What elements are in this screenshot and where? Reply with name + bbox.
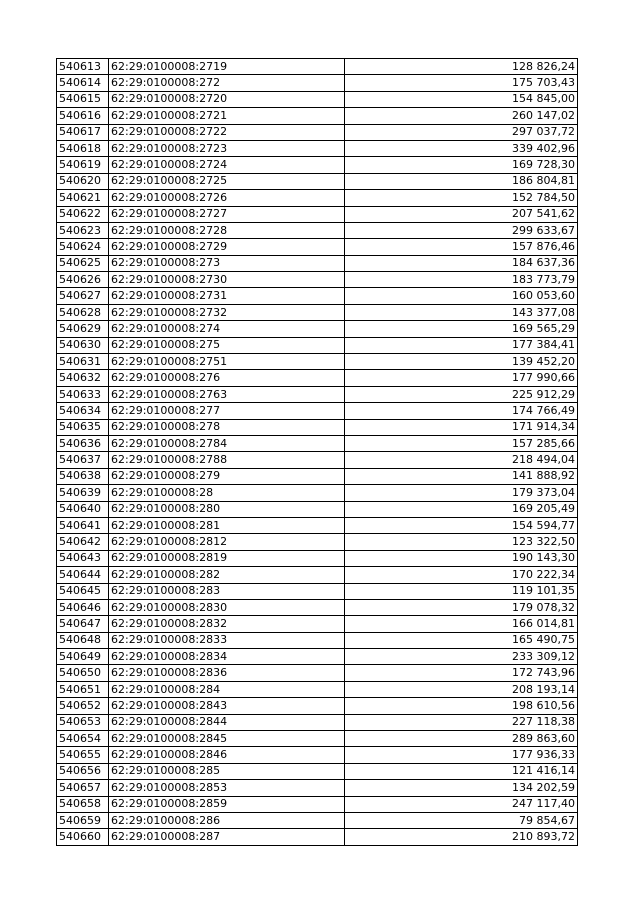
row-number-cell: 540621 bbox=[57, 190, 109, 206]
table-row bbox=[57, 403, 578, 419]
row-number-cell: 540625 bbox=[57, 255, 109, 271]
row-number-cell: 540645 bbox=[57, 583, 109, 599]
table-row bbox=[57, 337, 578, 353]
table-row bbox=[57, 796, 578, 812]
row-number-cell: 540631 bbox=[57, 354, 109, 370]
table-row bbox=[57, 354, 578, 370]
row-number-cell: 540619 bbox=[57, 157, 109, 173]
table-row bbox=[57, 370, 578, 386]
cadastral-number-cell: 62:29:0100008:2732 bbox=[109, 304, 345, 320]
cadastral-value-cell: 154 594,77 bbox=[345, 517, 578, 533]
row-number-cell: 540651 bbox=[57, 681, 109, 697]
row-number-cell: 540623 bbox=[57, 222, 109, 238]
table-row bbox=[57, 419, 578, 435]
row-number-cell: 540627 bbox=[57, 288, 109, 304]
table-row bbox=[57, 681, 578, 697]
table-row bbox=[57, 452, 578, 468]
cadastral-value-cell: 210 893,72 bbox=[345, 829, 578, 845]
table-row bbox=[57, 780, 578, 796]
cadastral-value-cell: 166 014,81 bbox=[345, 616, 578, 632]
table-row bbox=[57, 567, 578, 583]
table-row bbox=[57, 599, 578, 615]
row-number-cell: 540657 bbox=[57, 780, 109, 796]
cadastral-number-cell: 62:29:0100008:274 bbox=[109, 321, 345, 337]
cadastral-value-cell: 233 309,12 bbox=[345, 649, 578, 665]
table-row bbox=[57, 173, 578, 189]
cadastral-number-cell: 62:29:0100008:2726 bbox=[109, 190, 345, 206]
table-body bbox=[57, 59, 578, 846]
table-row bbox=[57, 140, 578, 156]
row-number-cell: 540649 bbox=[57, 649, 109, 665]
cadastral-number-cell: 62:29:0100008:2830 bbox=[109, 599, 345, 615]
row-number-cell: 540637 bbox=[57, 452, 109, 468]
table-row bbox=[57, 468, 578, 484]
cadastral-value-cell: 177 990,66 bbox=[345, 370, 578, 386]
row-number-cell: 540624 bbox=[57, 239, 109, 255]
row-number-cell: 540655 bbox=[57, 747, 109, 763]
table-row bbox=[57, 206, 578, 222]
cadastral-number-cell: 62:29:0100008:2788 bbox=[109, 452, 345, 468]
cadastral-number-cell: 62:29:0100008:2784 bbox=[109, 435, 345, 451]
cadastral-number-cell: 62:29:0100008:287 bbox=[109, 829, 345, 845]
cadastral-number-cell: 62:29:0100008:281 bbox=[109, 517, 345, 533]
row-number-cell: 540616 bbox=[57, 108, 109, 124]
row-number-cell: 540633 bbox=[57, 386, 109, 402]
table-row bbox=[57, 829, 578, 845]
table-row bbox=[57, 124, 578, 140]
cadastral-value-cell: 177 384,41 bbox=[345, 337, 578, 353]
cadastral-value-cell: 186 804,81 bbox=[345, 173, 578, 189]
table-row bbox=[57, 386, 578, 402]
cadastral-number-cell: 62:29:0100008:2819 bbox=[109, 550, 345, 566]
cadastral-value-cell: 143 377,08 bbox=[345, 304, 578, 320]
cadastral-value-cell: 141 888,92 bbox=[345, 468, 578, 484]
cadastral-number-cell: 62:29:0100008:2731 bbox=[109, 288, 345, 304]
cadastral-value-cell: 184 637,36 bbox=[345, 255, 578, 271]
row-number-cell: 540642 bbox=[57, 534, 109, 550]
cadastral-number-cell: 62:29:0100008:284 bbox=[109, 681, 345, 697]
table-row bbox=[57, 747, 578, 763]
table-row bbox=[57, 698, 578, 714]
table-row bbox=[57, 632, 578, 648]
cadastral-number-cell: 62:29:0100008:2720 bbox=[109, 91, 345, 107]
row-number-cell: 540620 bbox=[57, 173, 109, 189]
row-number-cell: 540622 bbox=[57, 206, 109, 222]
cadastral-value-cell: 128 826,24 bbox=[345, 59, 578, 75]
row-number-cell: 540634 bbox=[57, 403, 109, 419]
table-row bbox=[57, 616, 578, 632]
cadastral-number-cell: 62:29:0100008:2730 bbox=[109, 272, 345, 288]
table-row bbox=[57, 583, 578, 599]
cadastral-number-cell: 62:29:0100008:282 bbox=[109, 567, 345, 583]
cadastral-value-cell: 169 728,30 bbox=[345, 157, 578, 173]
cadastral-number-cell: 62:29:0100008:2724 bbox=[109, 157, 345, 173]
cadastral-value-cell: 157 285,66 bbox=[345, 435, 578, 451]
table-row bbox=[57, 321, 578, 337]
table-row bbox=[57, 304, 578, 320]
cadastral-value-cell: 183 773,79 bbox=[345, 272, 578, 288]
table-row bbox=[57, 731, 578, 747]
table-row bbox=[57, 108, 578, 124]
cadastral-value-cell: 177 936,33 bbox=[345, 747, 578, 763]
cadastral-value-cell: 79 854,67 bbox=[345, 812, 578, 828]
cadastral-number-cell: 62:29:0100008:2725 bbox=[109, 173, 345, 189]
row-number-cell: 540640 bbox=[57, 501, 109, 517]
table-row bbox=[57, 157, 578, 173]
cadastral-value-cell: 154 845,00 bbox=[345, 91, 578, 107]
cadastral-value-cell: 134 202,59 bbox=[345, 780, 578, 796]
table-row bbox=[57, 517, 578, 533]
cadastral-number-cell: 62:29:0100008:278 bbox=[109, 419, 345, 435]
table-row bbox=[57, 222, 578, 238]
cadastral-number-cell: 62:29:0100008:2833 bbox=[109, 632, 345, 648]
row-number-cell: 540641 bbox=[57, 517, 109, 533]
table-row bbox=[57, 550, 578, 566]
cadastral-value-cell: 299 633,67 bbox=[345, 222, 578, 238]
table-row bbox=[57, 272, 578, 288]
cadastral-number-cell: 62:29:0100008:273 bbox=[109, 255, 345, 271]
row-number-cell: 540652 bbox=[57, 698, 109, 714]
cadastral-number-cell: 62:29:0100008:272 bbox=[109, 75, 345, 91]
cadastral-number-cell: 62:29:0100008:2812 bbox=[109, 534, 345, 550]
cadastral-number-cell: 62:29:0100008:2723 bbox=[109, 140, 345, 156]
cadastral-number-cell: 62:29:0100008:2832 bbox=[109, 616, 345, 632]
row-number-cell: 540628 bbox=[57, 304, 109, 320]
row-number-cell: 540613 bbox=[57, 59, 109, 75]
row-number-cell: 540643 bbox=[57, 550, 109, 566]
row-number-cell: 540636 bbox=[57, 435, 109, 451]
row-number-cell: 540615 bbox=[57, 91, 109, 107]
cadastral-value-cell: 218 494,04 bbox=[345, 452, 578, 468]
row-number-cell: 540650 bbox=[57, 665, 109, 681]
cadastral-number-cell: 62:29:0100008:285 bbox=[109, 763, 345, 779]
cadastral-value-cell: 119 101,35 bbox=[345, 583, 578, 599]
cadastral-number-cell: 62:29:0100008:2763 bbox=[109, 386, 345, 402]
table-row bbox=[57, 485, 578, 501]
row-number-cell: 540658 bbox=[57, 796, 109, 812]
cadastral-number-cell: 62:29:0100008:2836 bbox=[109, 665, 345, 681]
cadastral-value-table bbox=[56, 58, 578, 846]
table-row bbox=[57, 255, 578, 271]
cadastral-value-cell: 179 373,04 bbox=[345, 485, 578, 501]
cadastral-number-cell: 62:29:0100008:2729 bbox=[109, 239, 345, 255]
cadastral-value-cell: 165 490,75 bbox=[345, 632, 578, 648]
cadastral-value-cell: 225 912,29 bbox=[345, 386, 578, 402]
table-row bbox=[57, 59, 578, 75]
table-row bbox=[57, 812, 578, 828]
cadastral-number-cell: 62:29:0100008:2843 bbox=[109, 698, 345, 714]
table-row bbox=[57, 649, 578, 665]
row-number-cell: 540660 bbox=[57, 829, 109, 845]
cadastral-value-cell: 297 037,72 bbox=[345, 124, 578, 140]
cadastral-number-cell: 62:29:0100008:2722 bbox=[109, 124, 345, 140]
cadastral-number-cell: 62:29:0100008:279 bbox=[109, 468, 345, 484]
cadastral-value-cell: 207 541,62 bbox=[345, 206, 578, 222]
cadastral-value-cell: 172 743,96 bbox=[345, 665, 578, 681]
row-number-cell: 540648 bbox=[57, 632, 109, 648]
cadastral-number-cell: 62:29:0100008:275 bbox=[109, 337, 345, 353]
table-row bbox=[57, 91, 578, 107]
cadastral-number-cell: 62:29:0100008:283 bbox=[109, 583, 345, 599]
cadastral-value-cell: 171 914,34 bbox=[345, 419, 578, 435]
cadastral-number-cell: 62:29:0100008:2728 bbox=[109, 222, 345, 238]
row-number-cell: 540646 bbox=[57, 599, 109, 615]
cadastral-value-cell: 169 565,29 bbox=[345, 321, 578, 337]
row-number-cell: 540632 bbox=[57, 370, 109, 386]
cadastral-value-cell: 190 143,30 bbox=[345, 550, 578, 566]
cadastral-number-cell: 62:29:0100008:2727 bbox=[109, 206, 345, 222]
cadastral-value-cell: 160 053,60 bbox=[345, 288, 578, 304]
table-row bbox=[57, 714, 578, 730]
table-row bbox=[57, 534, 578, 550]
cadastral-number-cell: 62:29:0100008:2845 bbox=[109, 731, 345, 747]
cadastral-number-cell: 62:29:0100008:2834 bbox=[109, 649, 345, 665]
row-number-cell: 540635 bbox=[57, 419, 109, 435]
cadastral-value-cell: 227 118,38 bbox=[345, 714, 578, 730]
cadastral-number-cell: 62:29:0100008:286 bbox=[109, 812, 345, 828]
cadastral-value-cell: 169 205,49 bbox=[345, 501, 578, 517]
row-number-cell: 540656 bbox=[57, 763, 109, 779]
row-number-cell: 540626 bbox=[57, 272, 109, 288]
row-number-cell: 540659 bbox=[57, 812, 109, 828]
table-row bbox=[57, 239, 578, 255]
row-number-cell: 540614 bbox=[57, 75, 109, 91]
table-row bbox=[57, 665, 578, 681]
table-row bbox=[57, 763, 578, 779]
cadastral-number-cell: 62:29:0100008:2719 bbox=[109, 59, 345, 75]
cadastral-value-cell: 175 703,43 bbox=[345, 75, 578, 91]
cadastral-value-cell: 179 078,32 bbox=[345, 599, 578, 615]
cadastral-value-cell: 157 876,46 bbox=[345, 239, 578, 255]
row-number-cell: 540639 bbox=[57, 485, 109, 501]
row-number-cell: 540644 bbox=[57, 567, 109, 583]
cadastral-number-cell: 62:29:0100008:277 bbox=[109, 403, 345, 419]
table-row bbox=[57, 288, 578, 304]
cadastral-value-cell: 289 863,60 bbox=[345, 731, 578, 747]
cadastral-value-cell: 260 147,02 bbox=[345, 108, 578, 124]
cadastral-number-cell: 62:29:0100008:2721 bbox=[109, 108, 345, 124]
cadastral-value-cell: 152 784,50 bbox=[345, 190, 578, 206]
row-number-cell: 540647 bbox=[57, 616, 109, 632]
row-number-cell: 540638 bbox=[57, 468, 109, 484]
row-number-cell: 540617 bbox=[57, 124, 109, 140]
row-number-cell: 540629 bbox=[57, 321, 109, 337]
table-row bbox=[57, 435, 578, 451]
row-number-cell: 540654 bbox=[57, 731, 109, 747]
cadastral-value-cell: 121 416,14 bbox=[345, 763, 578, 779]
table-row bbox=[57, 501, 578, 517]
cadastral-number-cell: 62:29:0100008:2751 bbox=[109, 354, 345, 370]
cadastral-value-cell: 123 322,50 bbox=[345, 534, 578, 550]
cadastral-number-cell: 62:29:0100008:2846 bbox=[109, 747, 345, 763]
table-row bbox=[57, 75, 578, 91]
row-number-cell: 540653 bbox=[57, 714, 109, 730]
cadastral-number-cell: 62:29:0100008:276 bbox=[109, 370, 345, 386]
cadastral-value-cell: 247 117,40 bbox=[345, 796, 578, 812]
cadastral-number-cell: 62:29:0100008:2859 bbox=[109, 796, 345, 812]
row-number-cell: 540630 bbox=[57, 337, 109, 353]
row-number-cell: 540618 bbox=[57, 140, 109, 156]
cadastral-number-cell: 62:29:0100008:2853 bbox=[109, 780, 345, 796]
table-row bbox=[57, 190, 578, 206]
cadastral-number-cell: 62:29:0100008:28 bbox=[109, 485, 345, 501]
cadastral-value-cell: 208 193,14 bbox=[345, 681, 578, 697]
cadastral-value-cell: 139 452,20 bbox=[345, 354, 578, 370]
cadastral-value-cell: 198 610,56 bbox=[345, 698, 578, 714]
cadastral-value-cell: 170 222,34 bbox=[345, 567, 578, 583]
cadastral-value-cell: 339 402,96 bbox=[345, 140, 578, 156]
cadastral-number-cell: 62:29:0100008:2844 bbox=[109, 714, 345, 730]
cadastral-number-cell: 62:29:0100008:280 bbox=[109, 501, 345, 517]
cadastral-value-cell: 174 766,49 bbox=[345, 403, 578, 419]
